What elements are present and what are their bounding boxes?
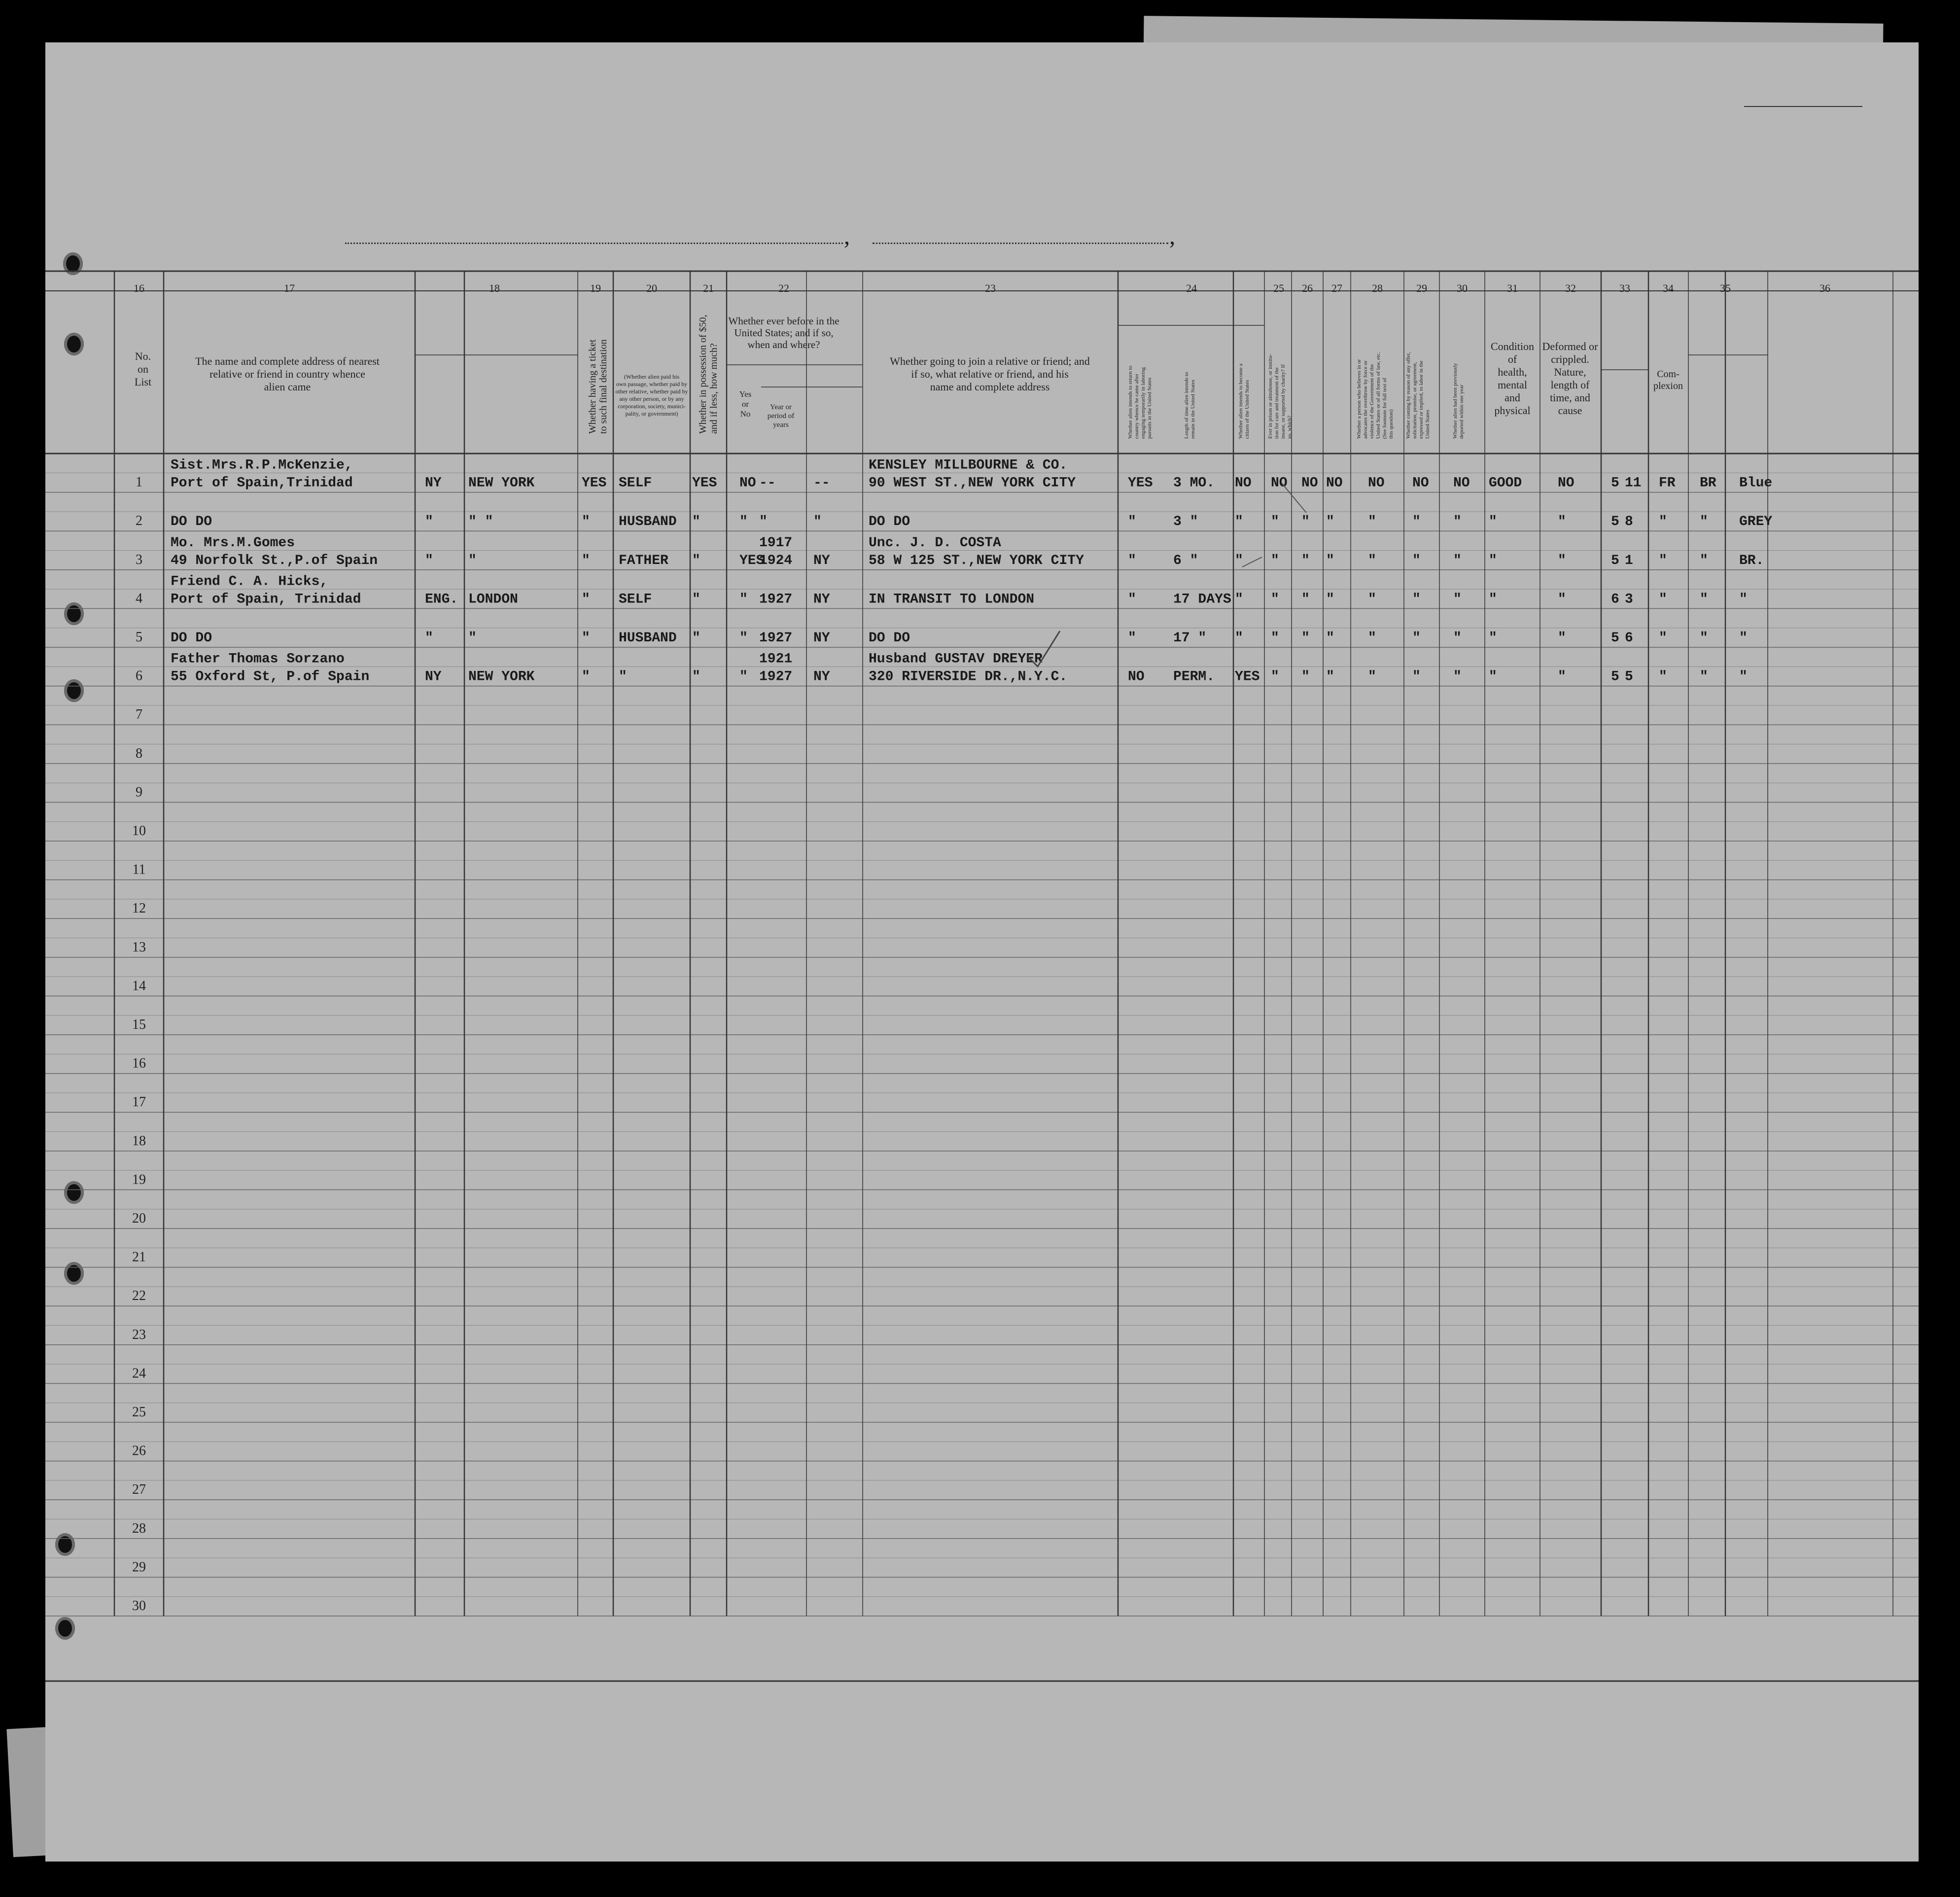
entry-inches: 8 xyxy=(1625,514,1633,530)
entry-before: " xyxy=(739,631,748,646)
entry-citizen: NO xyxy=(1235,475,1252,491)
comma-separator-2: , xyxy=(1169,223,1175,249)
header-health: Condition of health, mental and physical xyxy=(1490,340,1535,417)
header-purpose-length: Length of time alien intends toremain in the United States xyxy=(1184,372,1196,439)
entry-years: 1924 xyxy=(759,553,793,568)
entry-paid-by: SELF xyxy=(619,592,652,607)
entry-deported: " xyxy=(1453,553,1462,568)
entry-polygamist: " xyxy=(1301,669,1310,685)
relative-address: DO DO xyxy=(171,514,212,530)
join-name: Unc. J. D. COSTA xyxy=(869,535,1001,551)
header-money: Whether in possession of $50,and if less, how much? xyxy=(698,315,719,434)
entry-complexion: " xyxy=(1659,553,1667,568)
entry-where: " xyxy=(813,514,822,530)
column-number: 34 xyxy=(1663,282,1674,294)
column-number: 26 xyxy=(1302,282,1313,294)
header-before-in-us: Whether ever before in the United States; and if so, when and where? xyxy=(728,315,840,351)
entry-health: " xyxy=(1489,553,1497,568)
entry-prison: " xyxy=(1271,592,1279,607)
entry-feet: 6 xyxy=(1611,592,1619,607)
entry-polygamist: " xyxy=(1301,631,1310,646)
relative-name: Father Thomas Sorzano xyxy=(171,651,345,667)
relative-address: Port of Spain, Trinidad xyxy=(171,592,361,607)
entry-years: 1917 xyxy=(759,535,793,551)
entry-citizen: YES xyxy=(1235,669,1260,685)
entry-state: NY xyxy=(425,669,442,685)
entry-health: " xyxy=(1489,669,1497,685)
row-number: 22 xyxy=(132,1288,146,1304)
entry-ticket: " xyxy=(582,669,590,685)
row-number: 16 xyxy=(132,1055,146,1071)
entry-prison: " xyxy=(1271,553,1279,568)
entry-length: 17 " xyxy=(1173,631,1207,646)
entry-anarchist: " xyxy=(1326,514,1334,530)
row-number: 21 xyxy=(132,1249,146,1265)
header-no-on-list: No. on List xyxy=(134,350,152,388)
entry-city: NEW YORK xyxy=(468,669,535,685)
column-number: 24 xyxy=(1186,282,1197,294)
row-number: 9 xyxy=(136,784,142,800)
entry-inches: 11 xyxy=(1625,475,1642,491)
entry-length: 3 " xyxy=(1173,514,1198,530)
passenger-entries xyxy=(171,458,1772,685)
entry-return: " xyxy=(1128,514,1136,530)
entry-anarchist: NO xyxy=(1326,475,1343,491)
entry-q28: " xyxy=(1368,592,1376,607)
entry-years: " xyxy=(759,514,768,530)
column-number: 23 xyxy=(985,282,996,294)
entry-years: 1927 xyxy=(759,669,793,685)
entry-hair: " xyxy=(1700,553,1708,568)
join-name: Husband GUSTAV DREYER xyxy=(869,651,1043,667)
entry-eyes: GREY xyxy=(1739,514,1773,530)
comma-separator: , xyxy=(844,223,850,249)
relative-name: Mo. Mrs.M.Gomes xyxy=(171,535,295,551)
entry-city: " xyxy=(468,631,477,646)
entry-deformed: " xyxy=(1558,669,1566,685)
header-purpose-citizen: Whether alien intends to become acitizen of the United States xyxy=(1238,363,1250,439)
column-number: 25 xyxy=(1273,282,1284,294)
entry-deported: " xyxy=(1453,514,1462,530)
entry-money: " xyxy=(692,631,700,646)
entry-inches: 6 xyxy=(1625,631,1633,646)
entry-hair: " xyxy=(1700,592,1708,607)
row-number: 4 xyxy=(136,591,142,606)
row-number: 25 xyxy=(132,1405,146,1420)
row-number: 18 xyxy=(132,1133,146,1149)
entry-deported: NO xyxy=(1453,475,1470,491)
entry-deported: " xyxy=(1453,592,1462,607)
entry-inches: 3 xyxy=(1625,592,1633,607)
column-number: 18 xyxy=(489,282,500,294)
entry-feet: 5 xyxy=(1611,553,1619,568)
entry-eyes: " xyxy=(1739,631,1748,646)
row-number: 3 xyxy=(136,552,142,567)
entry-where: -- xyxy=(813,475,830,491)
column-number: 32 xyxy=(1565,282,1576,294)
entry-health: " xyxy=(1489,631,1497,646)
entry-return: " xyxy=(1128,592,1136,607)
entry-length: 17 DAYS xyxy=(1173,592,1231,607)
entry-city: LONDON xyxy=(468,592,518,607)
row-number: 28 xyxy=(132,1520,146,1536)
join-address: 320 RIVERSIDE DR.,N.Y.C. xyxy=(869,669,1068,685)
entry-where: NY xyxy=(813,631,830,646)
entry-citizen: " xyxy=(1235,553,1243,568)
entry-deformed: " xyxy=(1558,631,1566,646)
entry-feet: 5 xyxy=(1611,514,1619,530)
relative-name: Sist.Mrs.R.P.McKenzie, xyxy=(171,457,353,473)
entry-ticket: " xyxy=(582,553,590,568)
entry-length: 3 MO. xyxy=(1173,475,1215,491)
row-number: 19 xyxy=(132,1172,146,1188)
header-deformed: Deformed or crippled. Nature, length of time, and cause xyxy=(1542,340,1598,417)
entry-ticket: YES xyxy=(582,475,607,491)
entry-money: " xyxy=(692,669,700,685)
column-number: 19 xyxy=(590,282,601,294)
relative-name: Friend C. A. Hicks, xyxy=(171,574,328,590)
entry-hair: " xyxy=(1700,669,1708,685)
entry-q28: " xyxy=(1368,553,1376,568)
row-number: 20 xyxy=(132,1211,146,1226)
entry-paid-by: FATHER xyxy=(619,553,668,568)
entry-paid-by: SELF xyxy=(619,475,652,491)
entry-citizen: " xyxy=(1235,592,1243,607)
entry-state: ENG. xyxy=(425,592,458,607)
entry-return: " xyxy=(1128,631,1136,646)
entry-polygamist: " xyxy=(1301,514,1310,530)
entry-eyes: BR. xyxy=(1739,553,1764,568)
entry-hair: " xyxy=(1700,631,1708,646)
entry-anarchist: " xyxy=(1326,631,1334,646)
entry-before: " xyxy=(739,514,748,530)
entry-polygamist: " xyxy=(1301,553,1310,568)
entry-complexion: " xyxy=(1659,514,1667,530)
entry-deported: " xyxy=(1453,669,1462,685)
entry-prison: " xyxy=(1271,514,1279,530)
entry-money: " xyxy=(692,514,700,530)
column-number: 22 xyxy=(778,282,789,294)
join-address: 58 W 125 ST.,NEW YORK CITY xyxy=(869,553,1084,568)
relative-address: 55 Oxford St, P.of Spain xyxy=(171,669,370,685)
join-name: KENSLEY MILLBOURNE & CO. xyxy=(869,457,1068,473)
row-number: 23 xyxy=(132,1327,146,1342)
entry-state: NY xyxy=(425,475,442,491)
entry-money: YES xyxy=(692,475,717,491)
header-deported: Whether alien had been previouslydeported within one year xyxy=(1452,363,1465,439)
entry-complexion: FR xyxy=(1659,475,1676,491)
entry-anarchist: " xyxy=(1326,592,1334,607)
entry-money: " xyxy=(692,553,700,568)
entry-paid-by: HUSBAND xyxy=(619,631,677,646)
row-number: 29 xyxy=(132,1559,146,1575)
row-number: 11 xyxy=(132,862,146,878)
entry-deported: " xyxy=(1453,631,1462,646)
row-number: 1 xyxy=(136,474,142,490)
entry-return: NO xyxy=(1128,669,1145,685)
entry-eyes: Blue xyxy=(1739,475,1773,491)
entry-where: NY xyxy=(813,669,830,685)
entry-q28: " xyxy=(1368,514,1376,530)
entry-q28: " xyxy=(1368,669,1376,685)
join-address: IN TRANSIT TO LONDON xyxy=(869,592,1035,607)
header-yes-no: Yes or No xyxy=(739,389,752,419)
entry-citizen: " xyxy=(1235,631,1243,646)
header-complexion: Com-plexion xyxy=(1653,369,1683,391)
entry-length: 6 " xyxy=(1173,553,1198,568)
entry-offer: " xyxy=(1412,631,1421,646)
entry-ticket: " xyxy=(582,631,590,646)
row-number: 24 xyxy=(132,1366,146,1381)
entry-prison: " xyxy=(1271,669,1279,685)
row-number: 2 xyxy=(136,513,142,529)
entry-paid-by: " xyxy=(619,669,627,685)
entry-state: " xyxy=(425,553,433,568)
entry-paid-by: HUSBAND xyxy=(619,514,677,530)
entry-where: NY xyxy=(813,592,830,607)
entry-where: NY xyxy=(813,553,830,568)
entry-deformed: NO xyxy=(1558,475,1575,491)
entry-city: NEW YORK xyxy=(468,475,535,491)
entry-return: " xyxy=(1128,553,1136,568)
row-number: 14 xyxy=(132,978,146,994)
row-number: 10 xyxy=(132,823,146,839)
entry-ticket: " xyxy=(582,514,590,530)
handwritten-check-mark xyxy=(1028,631,1060,667)
entry-before: NO xyxy=(739,475,756,491)
entry-deformed: " xyxy=(1558,514,1566,530)
entry-complexion: " xyxy=(1659,631,1667,646)
entry-health: GOOD xyxy=(1489,475,1522,491)
header-by-whom-note: (Whether alien paid his own passage, whether paid by other relative, whether paid by any other person, or by any corporation, society, munici-pality, or government) xyxy=(615,373,688,417)
column-number: 30 xyxy=(1457,282,1468,294)
column-number: 28 xyxy=(1372,282,1383,294)
entry-prison: NO xyxy=(1271,475,1288,491)
column-headers xyxy=(0,0,1683,439)
row-number: 30 xyxy=(132,1598,146,1614)
row-number: 12 xyxy=(132,901,146,916)
entry-years: 1927 xyxy=(759,631,793,646)
entry-before: " xyxy=(739,592,748,607)
entry-polygamist: " xyxy=(1301,592,1310,607)
entry-deformed: " xyxy=(1558,553,1566,568)
entry-offer: NO xyxy=(1412,475,1429,491)
row-number: 7 xyxy=(136,707,142,723)
header-relative: The name and complete address of nearest relative or friend in country whence alien came xyxy=(195,355,380,393)
join-address: DO DO xyxy=(869,631,910,646)
column-number: 21 xyxy=(703,282,714,294)
header-prison: Ever in prison or almshouse, or institu-tion for care and treatment of theinsane, or supported by charity? Ifso, which? xyxy=(1267,353,1293,439)
entry-length: PERM. xyxy=(1173,669,1215,685)
column-numbers xyxy=(134,282,1830,294)
column-number: 16 xyxy=(134,282,144,294)
entry-deformed: " xyxy=(1558,592,1566,607)
entry-feet: 5 xyxy=(1611,669,1619,685)
entry-offer: " xyxy=(1412,669,1421,685)
column-number: 29 xyxy=(1416,282,1427,294)
header-q28: Whether a person who believes in oradvocates the overthrow by force orviolence of the Government of theUnited States or of all forms of law, etc.(See footnote for full text ofthis question) xyxy=(1356,352,1394,439)
relative-address: 49 Norfolk St.,P.of Spain xyxy=(171,553,378,568)
column-number: 35 xyxy=(1720,282,1731,294)
entry-city: " xyxy=(468,553,477,568)
entry-eyes: " xyxy=(1739,592,1748,607)
row-number: 27 xyxy=(132,1482,146,1498)
join-address: DO DO xyxy=(869,514,910,530)
header-join-relative: Whether going to join a relative or friend; and if so, what relative or friend, and his name and complete address xyxy=(890,355,1090,393)
entry-anarchist: " xyxy=(1326,553,1334,568)
entry-years: 1927 xyxy=(759,592,793,607)
column-number: 27 xyxy=(1331,282,1342,294)
entry-polygamist: NO xyxy=(1301,475,1318,491)
row-number: 8 xyxy=(136,745,142,761)
entry-offer: " xyxy=(1412,592,1421,607)
entry-inches: 5 xyxy=(1625,669,1633,685)
entry-anarchist: " xyxy=(1326,669,1334,685)
entry-ticket: " xyxy=(582,592,590,607)
entry-complexion: " xyxy=(1659,592,1667,607)
entry-city: " " xyxy=(468,514,493,530)
entry-years: 1921 xyxy=(759,651,793,667)
column-number: 31 xyxy=(1507,282,1518,294)
row-number: 17 xyxy=(132,1094,146,1110)
join-address: 90 WEST ST.,NEW YORK CITY xyxy=(869,475,1076,491)
entry-q28: " xyxy=(1368,631,1376,646)
entry-feet: 5 xyxy=(1611,631,1619,646)
column-number: 17 xyxy=(284,282,295,294)
row-numbers xyxy=(132,475,146,1614)
entry-years: -- xyxy=(759,475,776,491)
entry-before: " xyxy=(739,669,748,685)
header-purpose-return: Whether alien intends to return tocountry whence he came afterengaging temporarily in laboringpursuits in the United States xyxy=(1127,365,1153,439)
row-number: 6 xyxy=(136,668,142,684)
entry-hair: BR xyxy=(1700,475,1716,491)
row-number: 26 xyxy=(132,1443,146,1459)
entry-state: " xyxy=(425,631,433,646)
column-number: 36 xyxy=(1820,282,1830,294)
entry-state: " xyxy=(425,514,433,530)
entry-offer: " xyxy=(1412,553,1421,568)
entry-return: YES xyxy=(1128,475,1153,491)
row-number: 13 xyxy=(132,939,146,955)
row-number: 5 xyxy=(136,630,142,645)
entry-feet: 5 xyxy=(1611,475,1619,491)
entry-offer: " xyxy=(1412,514,1421,530)
entry-health: " xyxy=(1489,592,1497,607)
column-number: 20 xyxy=(646,282,657,294)
entry-prison: " xyxy=(1271,631,1279,646)
relative-address: DO DO xyxy=(171,631,212,646)
column-number: 33 xyxy=(1619,282,1630,294)
header-year-period: Year or period of years xyxy=(767,403,795,429)
entry-before: YES xyxy=(739,553,765,568)
entry-inches: 1 xyxy=(1625,553,1633,568)
entry-q28: NO xyxy=(1368,475,1385,491)
entry-complexion: " xyxy=(1659,669,1667,685)
relative-address: Port of Spain,Trinidad xyxy=(171,475,353,491)
entry-hair: " xyxy=(1700,514,1708,530)
row-number: 15 xyxy=(132,1017,146,1032)
header-offer: Whether coming by reason of any offer,solicitation, promise, or agreement,expressed or implied, to labor in theUnited States xyxy=(1405,352,1431,439)
entry-money: " xyxy=(692,592,700,607)
entry-eyes: " xyxy=(1739,669,1748,685)
entry-health: " xyxy=(1489,514,1497,530)
entry-citizen: " xyxy=(1235,514,1243,530)
header-ticket: Whether having a ticketto such final destination xyxy=(587,339,609,434)
